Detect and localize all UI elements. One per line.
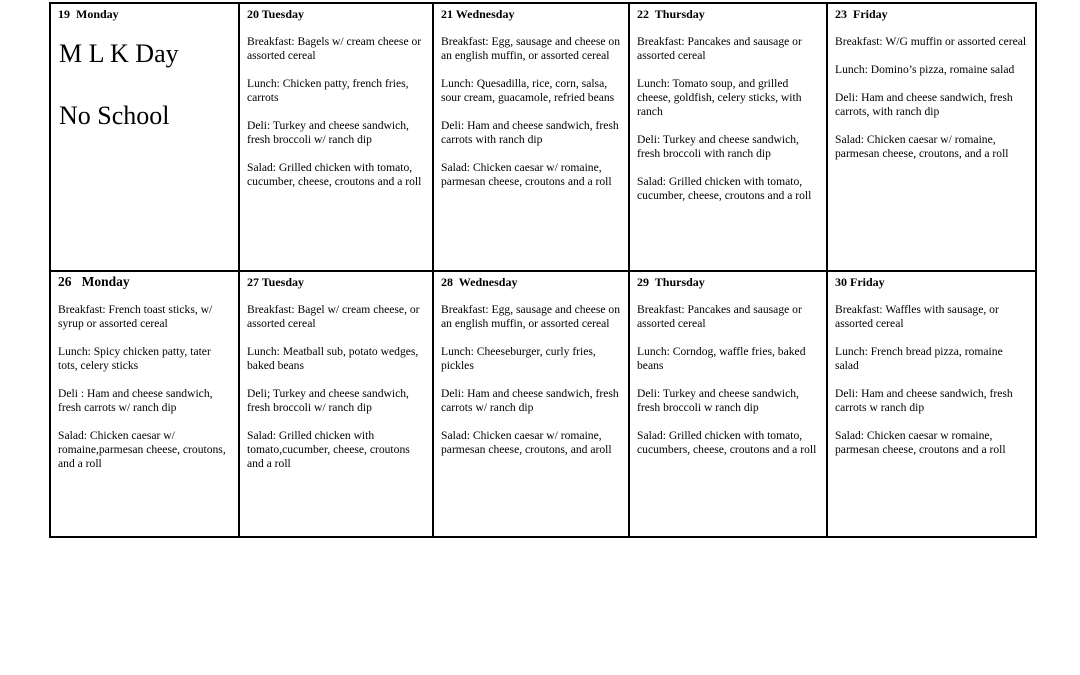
day-date: 30 Friday	[835, 275, 885, 289]
day-date: 21 Wednesday	[441, 7, 515, 21]
salad-item: Salad: Grilled chicken with tomato, cucumber, cheese, croutons and a roll	[247, 161, 422, 188]
deli-item: Deli: Ham and cheese sandwich, fresh carrots, with ranch dip	[835, 91, 1013, 118]
deli-item: Deli: Ham and cheese sandwich, fresh carrots w ranch dip	[835, 387, 1013, 414]
holiday-note: No School	[59, 101, 170, 130]
day-cell-19-monday	[51, 4, 240, 272]
day-cell-22-thursday	[630, 4, 828, 272]
day-cell-21-wednesday	[434, 4, 630, 272]
deli-item: Deli: Ham and cheese sandwich, fresh carrots with ranch dip	[441, 119, 619, 146]
deli-item: Deli: Turkey and cheese sandwich, fresh broccoli w/ ranch dip	[247, 119, 409, 146]
deli-item: Deli : Ham and cheese sandwich, fresh carrots w/ ranch dip	[58, 387, 213, 414]
deli-item: Deli: Ham and cheese sandwich, fresh carrots w/ ranch dip	[441, 387, 619, 414]
day-date: 26 Monday	[58, 274, 130, 289]
day-date: 20 Tuesday	[247, 7, 305, 21]
salad-item: Salad: Chicken caesar w/ romaine, parmesan cheese, croutons and a roll	[441, 161, 612, 188]
day-cell-29-thursday	[630, 272, 828, 536]
deli-item: Deli: Turkey and cheese sandwich, fresh broccoli w ranch dip	[637, 387, 799, 414]
lunch-item: Lunch: French bread pizza, romaine salad	[835, 345, 1003, 372]
deli-item: Deli; Turkey and cheese sandwich, fresh broccoli w/ ranch dip	[247, 387, 409, 414]
salad-item: Salad: Chicken caesar w/ romaine, parmesan cheese, croutons, and a roll	[835, 133, 1009, 160]
day-date: 28 Wednesday	[441, 275, 518, 289]
day-date: 19 Monday	[58, 7, 119, 21]
day-cell-28-wednesday	[434, 272, 630, 536]
breakfast-item: Breakfast: Waffles with sausage, or assorted cereal	[835, 303, 999, 330]
day-cell-30-friday	[828, 272, 1035, 536]
day-date: 29 Thursday	[637, 275, 705, 289]
day-cell-20-tuesday	[240, 4, 434, 272]
lunch-item: Lunch: Corndog, waffle fries, baked beans	[637, 345, 806, 372]
breakfast-item: Breakfast: Bagels w/ cream cheese or assorted cereal	[247, 35, 422, 62]
salad-item: Salad: Chicken caesar w romaine, parmesan cheese, croutons and a roll	[835, 429, 1006, 456]
day-date: 22 Thursday	[637, 7, 705, 21]
day-date: 27 Tuesday	[247, 275, 305, 289]
breakfast-item: Breakfast: Egg, sausage and cheese on an english muffin, or assorted cereal	[441, 35, 620, 62]
lunch-item: Lunch: Quesadilla, rice, corn, salsa, sour cream, guacamole, refried beans	[441, 77, 615, 104]
lunch-item: Lunch: Chicken patty, french fries, carrots	[247, 77, 409, 104]
salad-item: Salad: Grilled chicken with tomato, cucumber, cheese, croutons and a roll	[637, 175, 812, 202]
breakfast-item: Breakfast: W/G muffin or assorted cereal	[835, 35, 1027, 48]
menu-calendar-grid	[49, 2, 1037, 538]
lunch-item: Lunch: Tomato soup, and grilled cheese, goldfish, celery sticks, with ranch	[637, 77, 802, 118]
lunch-item: Lunch: Spicy chicken patty, tater tots, celery sticks	[58, 345, 211, 372]
breakfast-item: Breakfast: Bagel w/ cream cheese, or assorted cereal	[247, 303, 420, 330]
holiday-title: M L K Day	[59, 39, 179, 68]
day-cell-26-monday	[51, 272, 240, 536]
breakfast-item: Breakfast: Egg, sausage and cheese on an english muffin, or assorted cereal	[441, 303, 620, 330]
salad-item: Salad: Chicken caesar w/ romaine,parmesan cheese, croutons, and a roll	[58, 429, 226, 470]
lunch-item: Lunch: Domino’s pizza, romaine salad	[835, 63, 1015, 76]
lunch-item: Lunch: Meatball sub, potato wedges, baked beans	[247, 345, 419, 372]
day-cell-23-friday	[828, 4, 1035, 272]
salad-item: Salad: Grilled chicken with tomato,cucumber, cheese, croutons and a roll	[247, 429, 410, 470]
salad-item: Salad: Grilled chicken with tomato, cucumbers, cheese, croutons and a roll	[637, 429, 817, 456]
deli-item: Deli: Turkey and cheese sandwich, fresh broccoli with ranch dip	[637, 133, 799, 160]
breakfast-item: Breakfast: Pancakes and sausage or assorted cereal	[637, 35, 802, 62]
breakfast-item: Breakfast: French toast sticks, w/ syrup or assorted cereal	[58, 303, 213, 330]
day-date: 23 Friday	[835, 7, 888, 21]
lunch-item: Lunch: Cheeseburger, curly fries, pickles	[441, 345, 596, 372]
breakfast-item: Breakfast: Pancakes and sausage or assorted cereal	[637, 303, 802, 330]
day-cell-27-tuesday	[240, 272, 434, 536]
salad-item: Salad: Chicken caesar w/ romaine, parmesan cheese, croutons, and aroll	[441, 429, 612, 456]
